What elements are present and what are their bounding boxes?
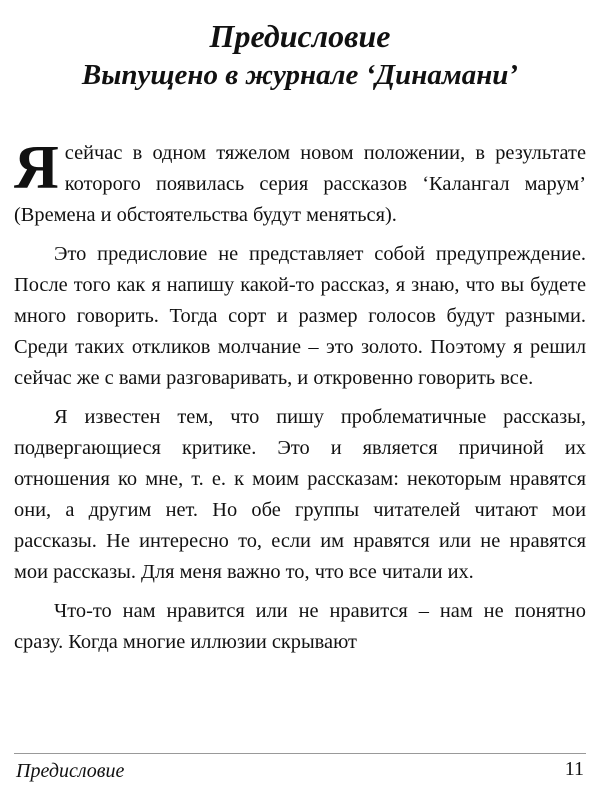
page-number: 11 — [564, 758, 584, 780]
footer-rule — [14, 753, 586, 754]
running-head: Предисловие — [16, 760, 125, 782]
paragraph-2: Это предисловие не представляет собой предупреждение. После того как я напишу какой-то рассказ, я знаю, что вы будете много говорить. Тогда сорт и размер голосов будут разными. Среди таких откликов молчание – это золото. Поэтому я решил сейчас же с вами разговаривать, и откровенно говорить все. — [14, 243, 586, 389]
page-title: Предисловие — [209, 18, 391, 54]
paragraph-3: Я известен тем, что пишу проблематичные рассказы, подвергающиеся критике. Это и является причиной их отношения ко мне, т. е. к моим рассказам: некоторым нравятся они, а другим нет. Но обе группы читателей читают мои рассказы. Не интересно то, если им нравятся или не нравятся мои рассказы. Для меня важно то, что все читали их. — [14, 406, 586, 583]
page-subtitle: Выпущено в журнале ‘Динамани’ — [81, 59, 519, 91]
paragraph-4: Что-то нам нравится или не нравится – нам не понятно сразу. Когда многие иллюзии скрывают — [14, 600, 586, 653]
paragraph-1-text: сейчас в одном тяжелом новом положении, в результате которого появилась серия рассказов ‘Калангал марум’ (Времена и обстоятельства будут меняться). — [14, 142, 586, 226]
body-text — [14, 134, 586, 658]
paragraph-1 — [14, 134, 586, 231]
drop-cap: Я — [14, 134, 59, 202]
